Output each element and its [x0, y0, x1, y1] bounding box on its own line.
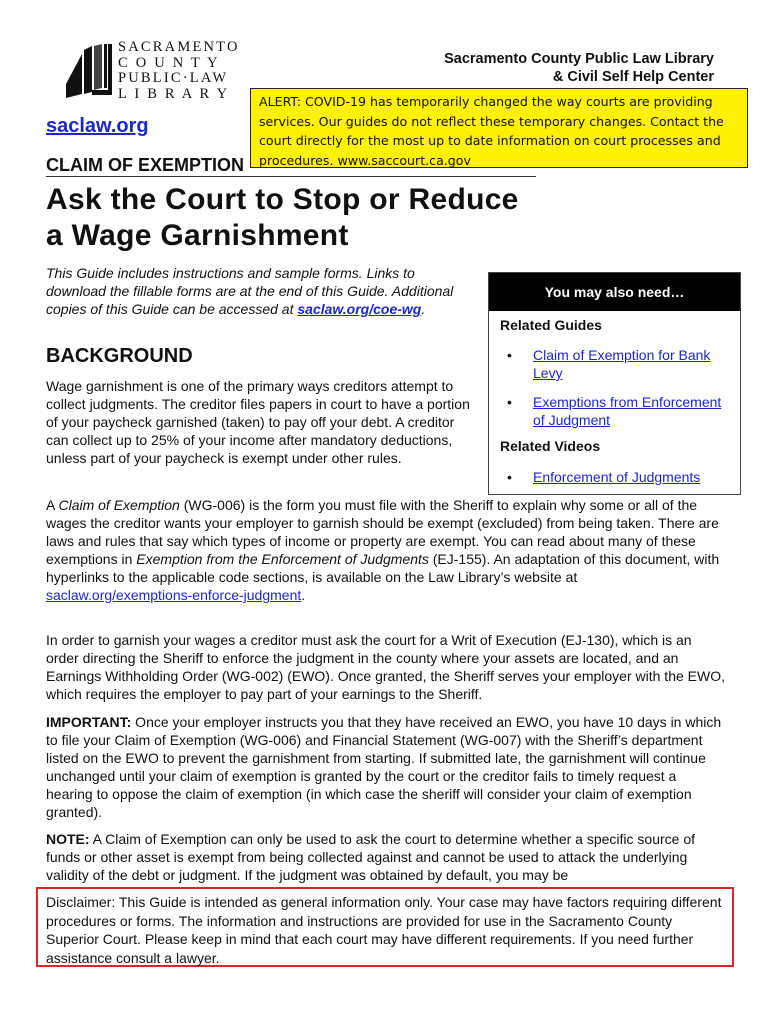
link-exemptions-enforcement[interactable]: Exemptions from Enforcement of Judgment [533, 394, 722, 428]
background-paragraph-3: In order to garnish your wages a creditor must ask the court for a Writ of Execution (EJ-130), which is an order directing the Sheriff to enforce the judgment in the county where your assets are located, and an Earnings Withholding Order (WG-002) (EWO). Once granted, the Sheriff serves your employer with the EWO, which requires the employer to pay part of your earnings to the Sheriff. [46, 632, 725, 702]
organization-name [444, 50, 714, 86]
intro-body: This Guide includes instructions and sample forms. Links to download the fillable forms are at the end of this Guide. Additional copies of this Guide can be accessed at [46, 265, 454, 317]
important-label: IMPORTANT: [46, 714, 132, 730]
link-claim-of-exemption-bank-levy[interactable]: Claim of Exemption for Bank Levy [533, 347, 711, 381]
org-line-1: Sacramento County Public Law Library [444, 51, 714, 67]
logo-line-3: PUBLIC·LAW [118, 70, 229, 86]
bullet: • [507, 347, 512, 363]
logo-line-4: L I B R A R Y [118, 85, 230, 102]
note-label: NOTE: [46, 831, 90, 847]
logo-line-2: C O U N T Y [118, 54, 220, 71]
related-guides-heading: Related Guides [500, 317, 602, 333]
bullet: • [507, 469, 512, 485]
important-paragraph [46, 713, 726, 821]
note-paragraph [46, 830, 726, 884]
guide-link[interactable]: saclaw.org/coe-wg [297, 301, 422, 317]
text-run: (WG-006) is the form you must file with the Sheriff to explain why some or all of the wages the creditor wants your employer to garnish should be exempt (excluded) from being taken. There are laws and rules that say which types of income or property are exempt. You can read about many of these exemptions in [46, 497, 719, 567]
covid-alert-box: ALERT: COVID-19 has temporarily changed the way courts are providing services. Our guides do not reflect these temporary changes. Contact the court directly for the most up to date information on court processes and procedures. www.saccourt.ca.gov [250, 88, 748, 168]
intro-end: . [421, 301, 426, 317]
section-heading: BACKGROUND [46, 345, 193, 367]
important-text: Once your employer instructs you that they have received an EWO, you have 10 days in which to file your Claim of Exemption (WG-006) and Financial Statement (WG-007) with the Sheriff’s department listed on the EWO to prevent the garnishment from starting. If submitted late, the garnishment will continue unchanged until your claim of exemption is granted by the court or the creditor fails to timely request a hearing to oppose the claim of exemption (in which case the sheriff will consider your claim of exemption granted). [46, 714, 722, 820]
text-run: Exemption from the Enforcement of Judgments [136, 551, 429, 567]
library-logo-text [118, 40, 248, 102]
related-videos-heading: Related Videos [500, 438, 601, 454]
related-resources-box [488, 272, 741, 495]
link-enforcement-of-judgments[interactable]: Enforcement of Judgments [533, 469, 701, 485]
exemptions-link[interactable]: saclaw.org/exemptions-enforce-judgment [46, 587, 302, 603]
intro-text [46, 264, 476, 318]
guide-subtitle: CLAIM OF EXEMPTION [46, 155, 244, 175]
sidebar-heading: You may also need… [489, 273, 740, 311]
text-run: (EJ-155). An adaptation of this document, with hyperlinks to the applicable code sections, is available on the Law Library’s website at [46, 551, 720, 585]
text-run: . [301, 587, 306, 603]
library-logo-icon [62, 44, 114, 100]
logo-line-1: SACRAMENTO [118, 39, 240, 55]
title-line-2: a Wage Garnishment [46, 219, 349, 252]
title-line-1: Ask the Court to Stop or Reduce [46, 183, 519, 216]
background-paragraph-2 [46, 496, 726, 604]
org-line-2: & Civil Self Help Center [552, 69, 714, 85]
text-run: Claim of Exemption [58, 497, 180, 513]
bullet: • [507, 394, 512, 410]
disclaimer-box: Disclaimer: This Guide is intended as general information only. Your case may have factors requiring different procedures or forms. The information and instructions are provided for use in the Sacramento County Superior Court. Please keep in mind that each court may have different requirements. If you need further assistance consult a lawyer. [36, 887, 734, 967]
page-title [46, 182, 519, 254]
divider [46, 176, 536, 177]
site-link[interactable]: saclaw.org [46, 115, 149, 137]
background-paragraph-1: Wage garnishment is one of the primary ways creditors attempt to collect judgments. The creditor files papers in court to have a portion of your paycheck garnished (taken) to pay off your debt. A creditor can collect up to 25% of your income after mandatory deductions, unless part of your paycheck is exempt under other rules. [46, 378, 470, 466]
note-text: A Claim of Exemption can only be used to ask the court to determine whether a specific source of funds or other asset is exempt from being collected against and cannot be used to attack the underlying validity of the debt or judgment. If the judgment was obtained by default, you may be [46, 831, 695, 883]
text-run: A [46, 497, 59, 513]
